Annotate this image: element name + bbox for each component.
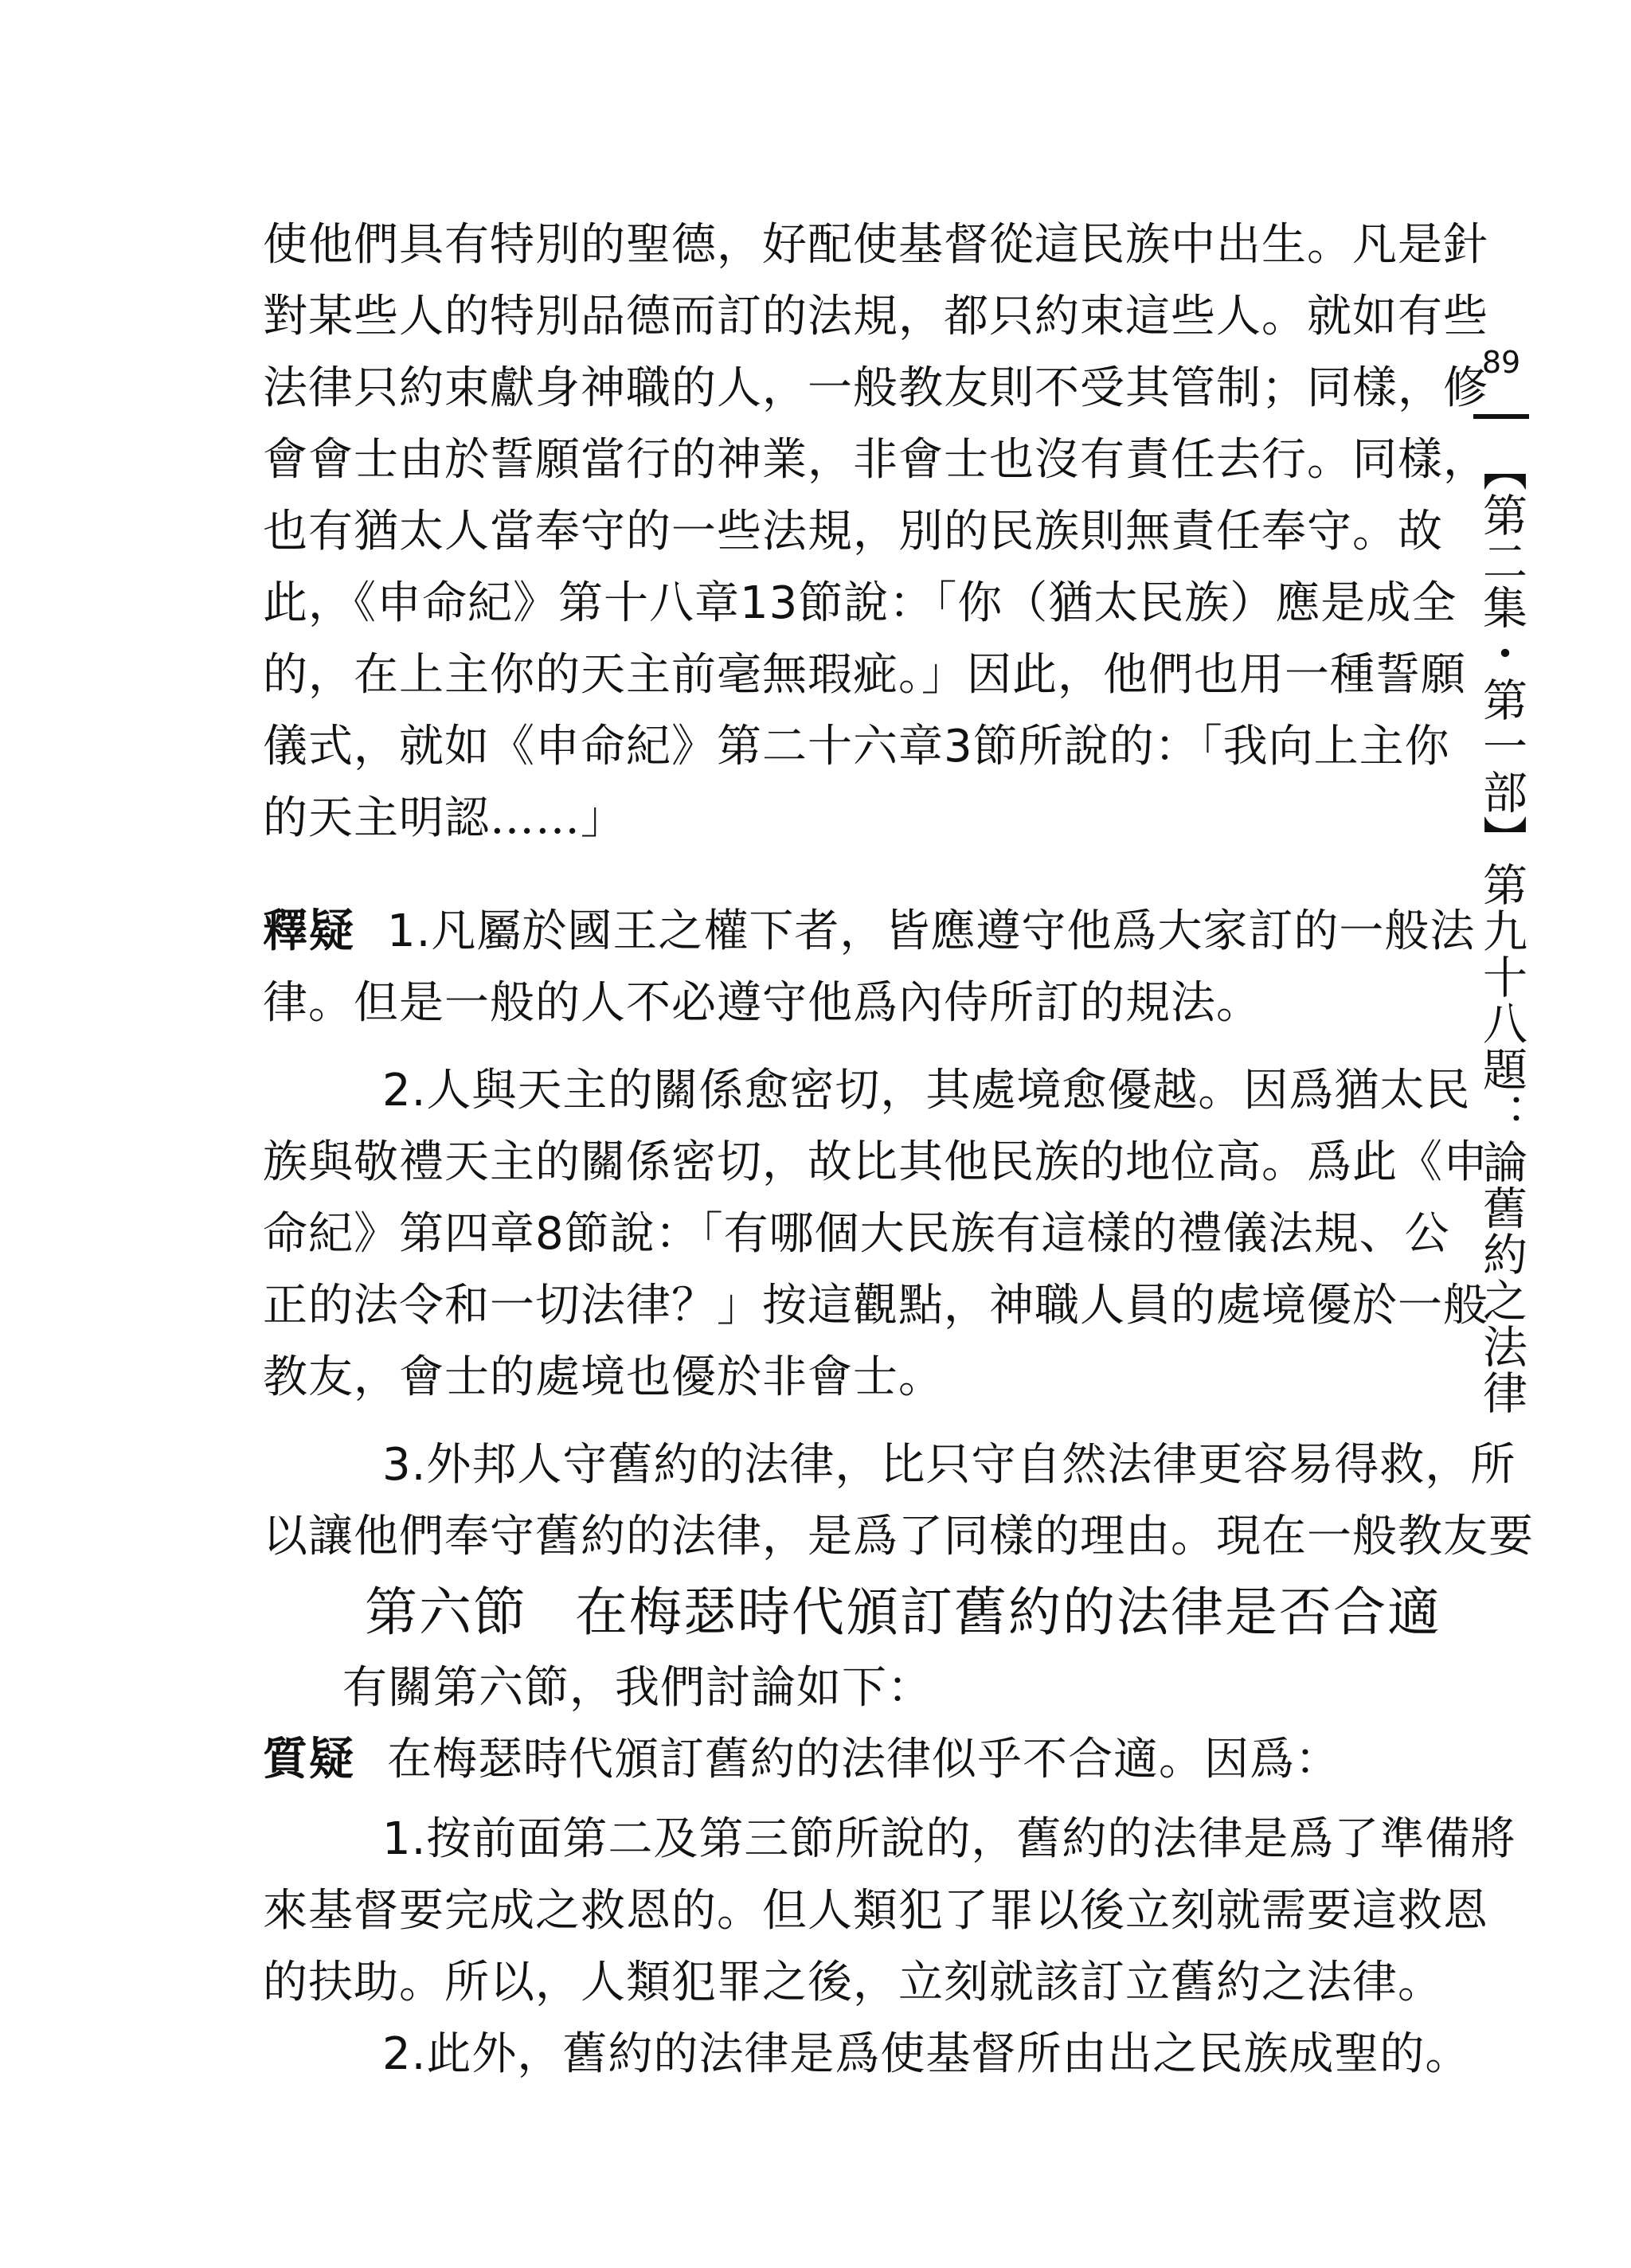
text-line: 的天主明認……」 xyxy=(263,792,626,844)
reply-line: 釋疑 1.凡屬於國王之權下者，皆應遵守他爲大家訂的一般法 xyxy=(263,905,1476,957)
reply-line: 教友，會士的處境也優於非會士。 xyxy=(263,1351,944,1403)
intro-line: 有關第六節，我們討論如下： xyxy=(342,1662,933,1714)
text-line: 的，在上主你的天主前毫無瑕疵。」因此，他們也用一種誓願 xyxy=(263,649,1466,701)
text-line: 此，《申命紀》第十八章13節說：「你（猶太民族）應是成全 xyxy=(263,577,1457,629)
text-line: 會會士由於誓願當行的神業，非會士也沒有責任去行。同樣， xyxy=(263,434,1488,486)
reply-label: 釋疑 xyxy=(263,905,355,957)
reply-line: 命紀》第四章8節說：「有哪個大民族有這樣的禮儀法規、公 xyxy=(263,1208,1450,1260)
section-number: 第六節 xyxy=(365,1582,527,1643)
objection-label: 質疑 xyxy=(263,1734,355,1785)
reply-line: 2.人與天主的關係愈密切，其處境愈優越。因爲猶太民 xyxy=(382,1065,1471,1116)
section-title: 在梅瑟時代頒訂舊約的法律是否合適 xyxy=(575,1582,1441,1643)
reply-line: 族與敬禮天主的關係密切，故比其他民族的地位高。爲此《申 xyxy=(263,1136,1488,1188)
objection-line: 1.按前面第二及第三節所說的，舊約的法律是爲了準備將 xyxy=(382,1813,1516,1865)
reply-line: 3.外邦人守舊約的法律，比只守自然法律更容易得救，所 xyxy=(382,1439,1516,1491)
reply-line: 正的法令和一切法律？」按這觀點，神職人員的處境優於一般 xyxy=(263,1280,1488,1331)
objection-line: 來基督要完成之救恩的。但人類犯了罪以後立刻就需要這救恩 xyxy=(263,1885,1488,1937)
running-title: 【第二集・第一部】第九十八題：論舊約之法律 xyxy=(1476,446,1527,1416)
header-rule xyxy=(1473,414,1529,419)
page-number: 89 xyxy=(1481,345,1521,380)
text-line: 對某些人的特別品德而訂的法規，都只約束這些人。就如有些 xyxy=(263,291,1488,342)
text-line: 儀式，就如《申命紀》第二十六章3節所說的：「我向上主你 xyxy=(263,721,1450,772)
objection-line: 質疑 在梅瑟時代頒訂舊約的法律似乎不合適。因爲： xyxy=(263,1734,1340,1785)
text-line: 使他們具有特別的聖德，好配使基督從這民族中出生。凡是針 xyxy=(263,219,1488,271)
reply-line: 律。但是一般的人不必遵守他爲內侍所訂的規法。 xyxy=(263,977,1261,1029)
text-line: 法律只約束獻身神職的人，一般教友則不受其管制；同樣，修 xyxy=(263,362,1488,414)
objection-line: 的扶助。所以，人類犯罪之後，立刻就該訂立舊約之法律。 xyxy=(263,1957,1443,2008)
section-heading xyxy=(365,1577,1441,1648)
text-line: 也有猶太人當奉守的一些法規，別的民族則無責任奉守。故 xyxy=(263,506,1443,557)
reply-line: 以讓他們奉守舊約的法律，是爲了同樣的理由。現在一般教友要 xyxy=(263,1511,1534,1562)
objection-line: 2.此外，舊約的法律是爲使基督所由出之民族成聖的。 xyxy=(382,2028,1471,2080)
